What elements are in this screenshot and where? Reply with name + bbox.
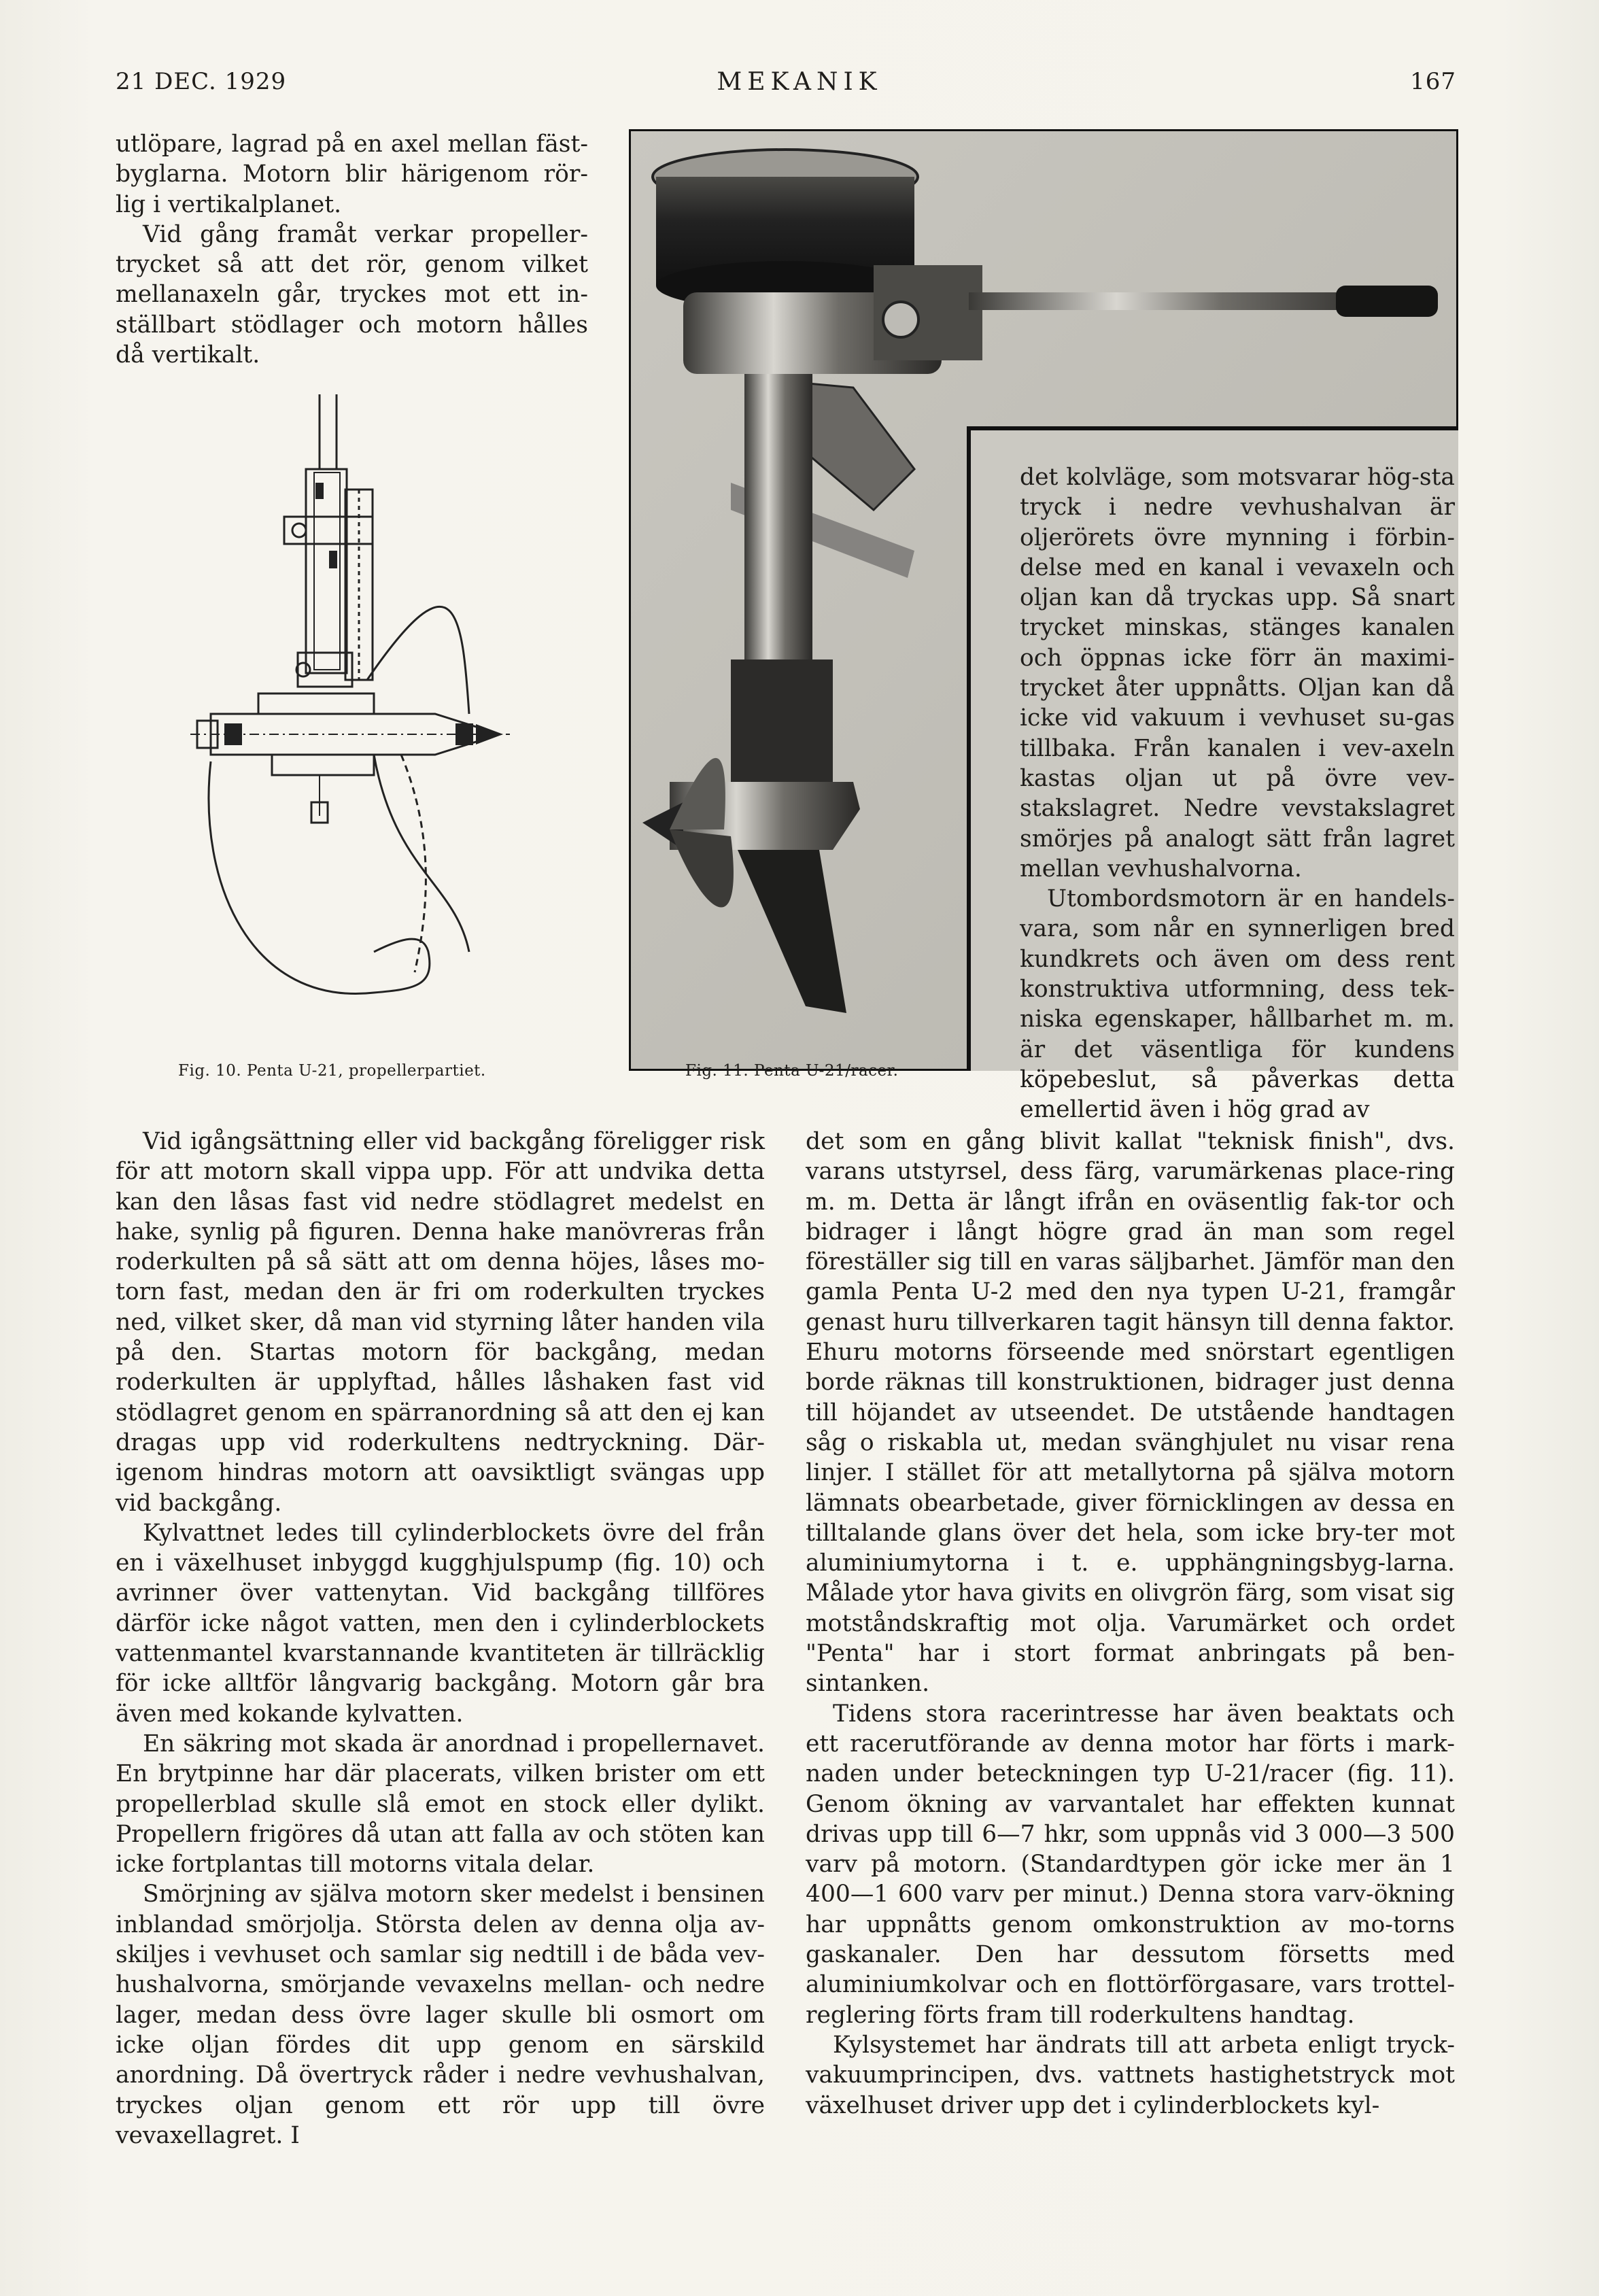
paragraph: utlöpare, lagrad på en axel mellan fäst-byglarna. Motorn blir härigenom rör-lig i vertikalplanet. <box>116 131 588 218</box>
issue-date: 21 DEC. 1929 <box>116 68 287 95</box>
paragraph: Utombordsmotorn är en handels-vara, som når en synnerligen bred kundkrets och även om dess rent konstruktiva utformning, dess tek-niska egenskaper, hållbarhet m. m. är det väsentliga för kundens köpebeslut, så påverkas detta emellertid även i hög grad av <box>1020 885 1455 1124</box>
fig11-caption: Fig. 11. Penta U-21/racer. <box>685 1062 899 1080</box>
paragraph: Tidens stora racerintresse har även beaktats och ett racerutförande av denna motor har förts i mark-naden under beteckningen typ U-21/racer (fig. 11). Genom ökning av varvantalet har effekten kunnat drivas upp till 6—7 hkr, som uppnås vid 3 000—3 500 varv på motorn. (Standardtypen gör icke mer än 1 400—1 600 varv per minut.) Denna stora varv-ökning har uppnåtts genom omkonstruktion av mo-torns gaskanaler. Den har dessutom försetts med aluminiumkolvar och en flottörförgasare, vars trottel-reglering förts fram till roderkultens handtag. <box>806 1700 1455 2029</box>
right-column <box>806 1127 1455 2121</box>
propeller-section-drawing <box>170 394 537 1047</box>
paragraph: det kolvläge, som motsvarar hög-sta tryck i nedre vevhushalvan är oljerörets övre mynning i förbin-delse med en kanal i vevaxeln och oljan kan då tryckas upp. Så snart trycket minskas, stänges kanalen och öppnas icke förr än maximi-trycket åter uppnåtts. Oljan kan då icke vid vakuum i vevhuset su-gas tillbaka. Från kanalen i vev-axeln kastas oljan ut på övre vev-stakslagret. Nedre vevstakslagret smörjes på analogt sätt från lagret mellan vevhushalvorna. <box>1020 464 1455 883</box>
paragraph: Vid gång framåt verkar propeller-trycket så att det rör, genom vilket mellanaxeln går, tryckes mot ett in-ställbart stödlager och motorn hålles då vertikalt. <box>116 220 588 369</box>
paragraph: Vid igångsättning eller vid backgång föreligger risk för att motorn skall vippa upp. För att undvika detta kan den låsas fast vid nedre stödlagret medelst en hake, synlig på figuren. Denna hake manövreras från roderkulten på så sätt att om denna höjes, låses mo-torn fast, medan den är fri om roderkulten tryckes ned, vilket sker, då man vid styrning låter handen vila på den. Startas motorn för backgång, medan roderkulten är upplyftad, hålles låshaken fast vid stödlagret genom en spärranordning så att den ej kan dragas upp vid roderkultens nedtryckning. Där-igenom hindras motorn att oavsiktligt svängas upp vid backgång. <box>116 1128 765 1517</box>
paragraph: Kylvattnet ledes till cylinderblockets övre del från en i växelhuset inbyggd kugghjulspump (fig. 10) och avrinner över vattenytan. Vid backgång tillföres därför icke något vatten, men den i cylinderblockets vattenmantel kvarstannande kvantiteten är tillräcklig för icke alltför långvarig backgång. Motorn går bra även med kokande kylvatten. <box>116 1519 765 1728</box>
paragraph: Kylsystemet har ändrats till att arbeta enligt tryck-vakuumprincipen, dvs. vattnets hastighetstryck mot växelhuset driver upp det i cylinderblockets kyl- <box>806 2031 1455 2119</box>
photo-inset-text-block <box>1020 462 1455 1125</box>
journal-title: MEKANIK <box>717 68 882 96</box>
paragraph: En säkring mot skada är anordnad i propellernavet. En brytpinne har där placerats, vilken brister om ett propellerblad skulle slå emot en stock eller dylikt. Propellern frigöres då utan att falla av och stöten kan icke fortplantas till motorns vitala delar. <box>116 1730 765 1879</box>
intro-text-block <box>116 129 588 370</box>
paragraph: Smörjning av själva motorn sker medelst i bensinen inblandad smörjolja. Största delen av denna olja av-skiljes i vevhuset och samlar sig nedtill i de båda vev-hushalvorna, smörjande vevaxelns mellan- och nedre lager, medan dess övre lager skulle bli osmort om icke oljan fördes dit upp genom en särskild anordning. Då övertryck råder i nedre vevhushalvan, tryckes oljan genom ett rör upp till övre vevaxellagret. I <box>116 1881 765 2149</box>
fig10-caption: Fig. 10. Penta U-21, propellerpartiet. <box>178 1062 486 1080</box>
page-number: 167 <box>1410 68 1456 95</box>
left-column <box>116 1127 765 2151</box>
paragraph: det som en gång blivit kallat "teknisk finish", dvs. varans utstyrsel, dess färg, varumärkenas place-ring m. m. Detta är långt ifrån en oväsentlig fak-tor och bidrager i långt högre grad än man som regel föreställer sig till en varas säljbarhet. Jämför man den gamla Penta U-2 med den nya typen U-21, framgår genast huru tillverkaren tagit hänsyn till denna faktor. Ehuru motorns förseende med snörstart egentligen borde räknas till konstruktionen, bidrager just denna till höjandet av utseendet. De utstående handtagen såg o riskabla ut, medan svänghjulet nu visar rena linjer. I stället för att metallytorna på själva motorn lämnats obearbetade, giver förnicklingen av dessa en tilltalande glans över det hela, som icke bry-ter mot aluminiumytorna i t. e. upphängningsbyg-larna. Målade ytor hava givits en olivgrön färg, som visat sig motståndskraftig mot olja. Varumärket och ordet "Penta" har i stort format anbringats på ben-sintanken. <box>806 1128 1455 1698</box>
